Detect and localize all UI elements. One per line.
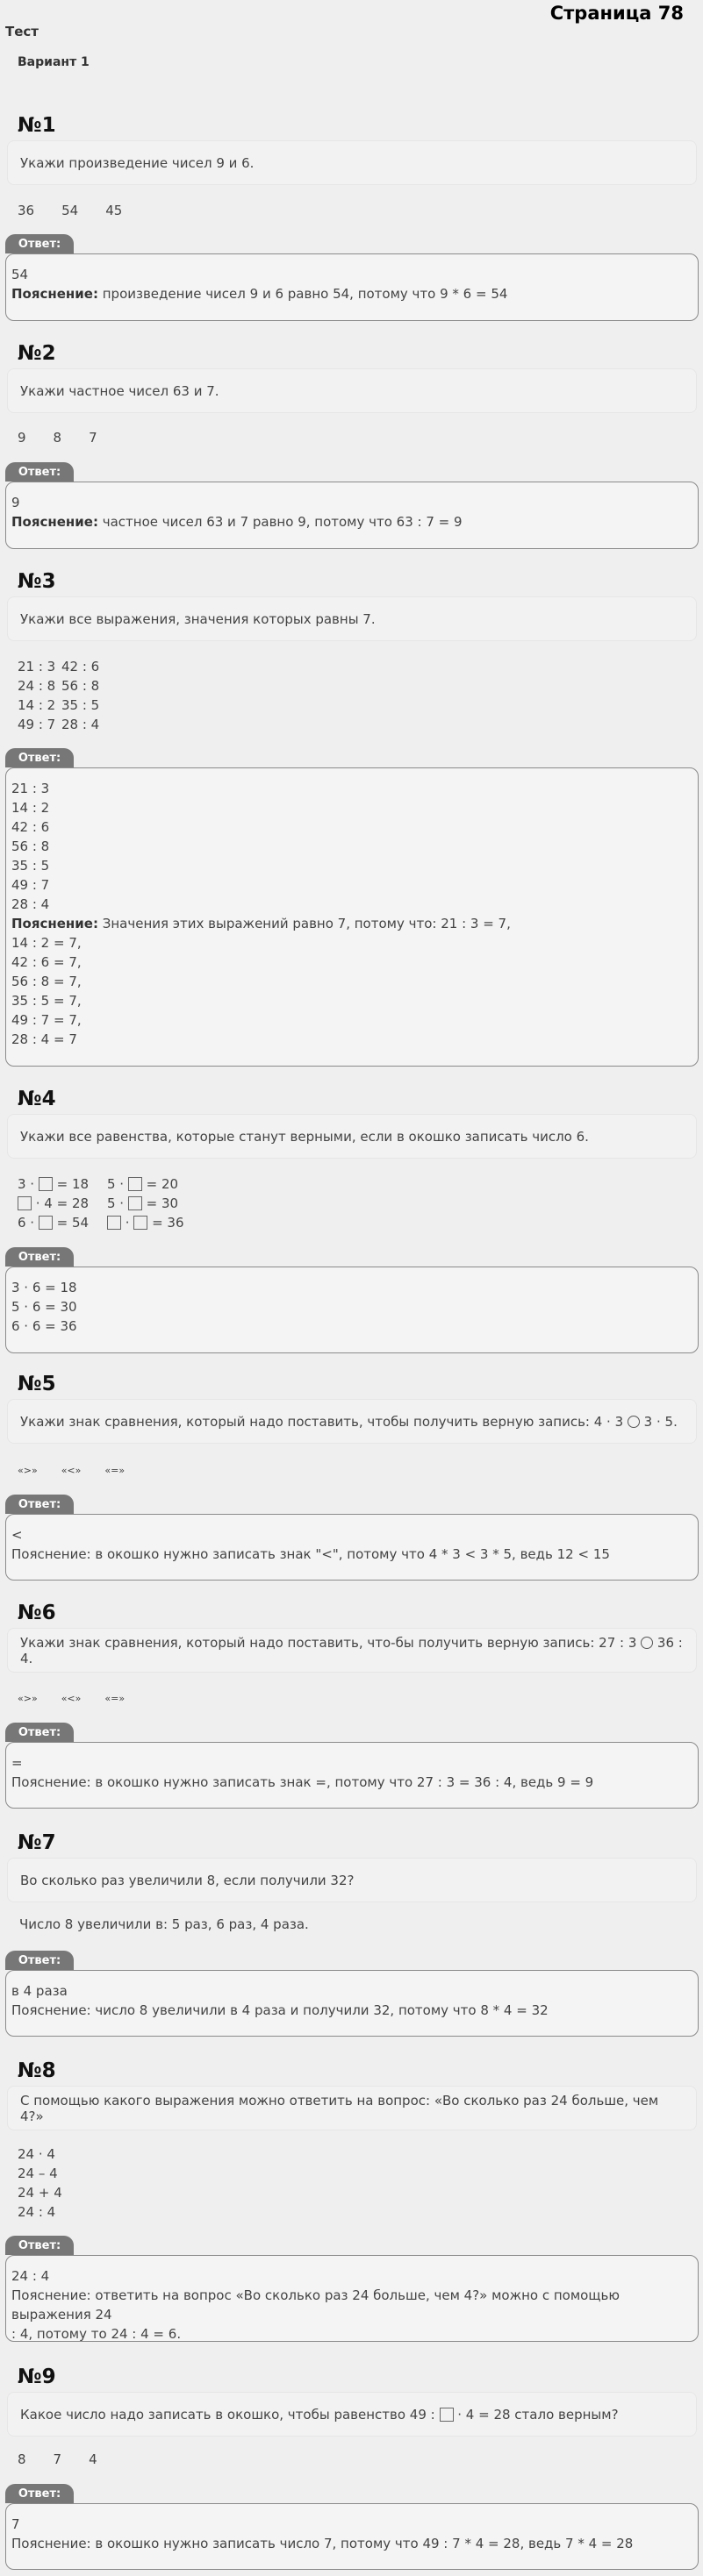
- answer-box: [5, 1514, 699, 1581]
- option[interactable]: · = 36: [107, 1213, 184, 1232]
- option[interactable]: 7: [53, 2451, 62, 2467]
- option[interactable]: «>»: [18, 1465, 38, 1476]
- option[interactable]: 21 : 3: [18, 659, 56, 674]
- answer-value: в 4 раза: [11, 1983, 68, 1999]
- answer-box: [5, 1267, 699, 1353]
- answer-options: [18, 2451, 125, 2467]
- answer-item: 14 : 2: [11, 800, 50, 816]
- explanation: Пояснение: ответить на вопрос «Во сколько раз 24 больше, чем 4?» можно с помощью выражения 24: [11, 2287, 620, 2323]
- blank-box-icon: [18, 1196, 32, 1210]
- answer-item: 21 : 3: [11, 781, 50, 796]
- answer-box: [5, 253, 699, 321]
- question-text: Укажи все выражения, значения которых равны 7.: [7, 596, 697, 641]
- answer-options: [18, 1174, 184, 1232]
- question-number: №8: [18, 2059, 56, 2082]
- explanation: Пояснение: в окошко нужно записать число 7, потому что 49 : 7 * 4 = 28, ведь 7 * 4 = 28: [11, 2536, 634, 2551]
- option[interactable]: 9: [18, 430, 26, 446]
- option[interactable]: 24 : 8: [18, 678, 56, 694]
- option[interactable]: «<»: [61, 1693, 82, 1704]
- option[interactable]: «>»: [18, 1693, 38, 1704]
- explanation-line: : 4, потому то 24 : 4 = 6.: [11, 2326, 182, 2342]
- explanation-line: 42 : 6 = 7,: [11, 954, 82, 970]
- answer-options: [18, 203, 149, 218]
- answer-item: 28 : 4: [11, 896, 50, 912]
- option[interactable]: 45: [105, 203, 123, 218]
- answer-tab: Ответ:: [5, 1951, 74, 1970]
- option[interactable]: «=»: [104, 1465, 126, 1476]
- explanation: Пояснение: Значения этих выражений равно 7, потому что: 21 : 3 = 7,: [11, 916, 511, 931]
- answer-value: 54: [11, 267, 29, 282]
- question-text: Во сколько раз увеличили 8, если получили 32?: [7, 1858, 697, 1902]
- blank-box-icon: [440, 2408, 454, 2422]
- blank-box-icon: [107, 1216, 121, 1230]
- option[interactable]: 5 · = 20: [107, 1176, 179, 1192]
- answer-options: [18, 2144, 62, 2222]
- blank-box-icon: [133, 1216, 147, 1230]
- answer-item: 42 : 6: [11, 819, 50, 835]
- option[interactable]: 49 : 7: [18, 717, 56, 732]
- option[interactable]: 6 · = 54: [18, 1215, 90, 1231]
- question-number: №3: [18, 570, 56, 593]
- explanation: Пояснение: частное чисел 63 и 7 равно 9, потому что 63 : 7 = 9: [11, 514, 463, 530]
- explanation-line: 35 : 5 = 7,: [11, 993, 82, 1009]
- blank-box-icon: [128, 1196, 142, 1210]
- answer-tab: Ответ:: [5, 2236, 74, 2255]
- option[interactable]: 28 : 4: [61, 717, 100, 732]
- answer-options: [18, 1465, 148, 1476]
- answer-value: 7: [11, 2516, 20, 2532]
- answer-options: [18, 430, 125, 446]
- option[interactable]: «<»: [61, 1465, 82, 1476]
- option[interactable]: 24 : 4: [18, 2204, 56, 2220]
- variant-label: Вариант 1: [18, 55, 90, 69]
- answer-box: [5, 2503, 699, 2570]
- answer-item: 3 · 6 = 18: [11, 1280, 77, 1295]
- question-number: №9: [18, 2365, 56, 2388]
- option[interactable]: 42 : 6: [61, 659, 100, 674]
- question-text: Укажи все равенства, которые станут верными, если в окошко записать число 6.: [7, 1114, 697, 1159]
- answer-box: [5, 2255, 699, 2342]
- option[interactable]: · 4 = 28: [18, 1194, 107, 1213]
- question-number: №2: [18, 342, 56, 365]
- question-text: Укажи знак сравнения, который надо поставить, чтобы получить верную запись: 4 · 3 3 · 5.: [7, 1399, 697, 1444]
- answer-options: [18, 1693, 148, 1704]
- answer-item: 49 : 7: [11, 877, 50, 893]
- answer-tab: Ответ:: [5, 462, 74, 482]
- answer-tab: Ответ:: [5, 234, 74, 253]
- answer-item: 35 : 5: [11, 858, 50, 874]
- answer-box: [5, 482, 699, 549]
- blank-box-icon: [128, 1177, 142, 1191]
- question-number: №1: [18, 114, 56, 137]
- question-number: №7: [18, 1831, 56, 1854]
- answer-options: [18, 657, 99, 734]
- answer-tab: Ответ:: [5, 2484, 74, 2503]
- explanation: Пояснение: в окошко нужно записать знак =, потому что 27 : 3 = 36 : 4, ведь 9 = 9: [11, 1774, 594, 1790]
- option[interactable]: 56 : 8: [61, 678, 100, 694]
- answer-tab: Ответ:: [5, 1247, 74, 1267]
- answer-item: 5 · 6 = 30: [11, 1299, 77, 1315]
- page-number: Страница 78: [549, 3, 684, 24]
- option[interactable]: 24 · 4: [18, 2146, 55, 2162]
- explanation: Пояснение: произведение чисел 9 и 6 равно 54, потому что 9 * 6 = 54: [11, 286, 508, 302]
- blank-box-icon: [39, 1216, 53, 1230]
- answer-value: 9: [11, 495, 20, 510]
- question-number: №5: [18, 1373, 56, 1395]
- option[interactable]: 54: [61, 203, 79, 218]
- option[interactable]: «=»: [104, 1693, 126, 1704]
- question-number: №6: [18, 1602, 56, 1624]
- option[interactable]: 24 – 4: [18, 2166, 58, 2181]
- answer-box: [5, 767, 699, 1067]
- explanation: Пояснение: в окошко нужно записать знак "<", потому что 4 * 3 < 3 * 5, ведь 12 < 15: [11, 1546, 610, 1562]
- question-text: Укажи произведение чисел 9 и 6.: [7, 140, 697, 185]
- answer-box: [5, 1742, 699, 1809]
- answer-options: Число 8 увеличили в: 5 раз, 6 раз, 4 раза.: [19, 1916, 309, 1932]
- answer-item: 6 · 6 = 36: [11, 1318, 77, 1334]
- test-title: Тест: [5, 24, 39, 39]
- explanation: Пояснение: число 8 увеличили в 4 раза и получили 32, потому что 8 * 4 = 32: [11, 2002, 549, 2018]
- option[interactable]: 7: [89, 430, 97, 446]
- option[interactable]: 5 · = 30: [107, 1195, 179, 1211]
- question-number: №4: [18, 1088, 56, 1110]
- answer-value: =: [11, 1755, 23, 1771]
- option[interactable]: 36: [18, 203, 35, 218]
- answer-value: <: [11, 1527, 23, 1543]
- option[interactable]: 8: [18, 2451, 26, 2467]
- explanation-line: 28 : 4 = 7: [11, 1031, 77, 1047]
- answer-tab: Ответ:: [5, 748, 74, 767]
- option[interactable]: 8: [53, 430, 62, 446]
- comparison-circle-icon: [628, 1416, 640, 1428]
- answer-item: 56 : 8: [11, 838, 50, 854]
- explanation-line: 14 : 2 = 7,: [11, 935, 82, 951]
- blank-box-icon: [39, 1177, 53, 1191]
- question-text: Укажи знак сравнения, который надо поставить, что-бы получить верную запись: 27 : 3 36 : 4.: [7, 1628, 697, 1673]
- explanation-line: 49 : 7 = 7,: [11, 1012, 82, 1028]
- option[interactable]: 3 · = 18: [18, 1176, 90, 1192]
- answer-box: [5, 1970, 699, 2037]
- question-text: Укажи частное чисел 63 и 7.: [7, 368, 697, 413]
- option[interactable]: 24 + 4: [18, 2185, 62, 2201]
- option[interactable]: 35 : 5: [61, 697, 100, 713]
- answer-tab: Ответ:: [5, 1723, 74, 1742]
- explanation-line: 56 : 8 = 7,: [11, 974, 82, 989]
- answer-value: 24 : 4: [11, 2268, 50, 2284]
- option[interactable]: 14 : 2: [18, 697, 56, 713]
- option[interactable]: 4: [89, 2451, 97, 2467]
- question-text: Какое число надо записать в окошко, чтобы равенство 49 : · 4 = 28 стало верным?: [7, 2392, 697, 2437]
- answer-tab: Ответ:: [5, 1495, 74, 1514]
- comparison-circle-icon: [641, 1637, 653, 1649]
- question-text: С помощью какого выражения можно ответить на вопрос: «Во сколько раз 24 больше, чем 4?»: [7, 2086, 697, 2130]
